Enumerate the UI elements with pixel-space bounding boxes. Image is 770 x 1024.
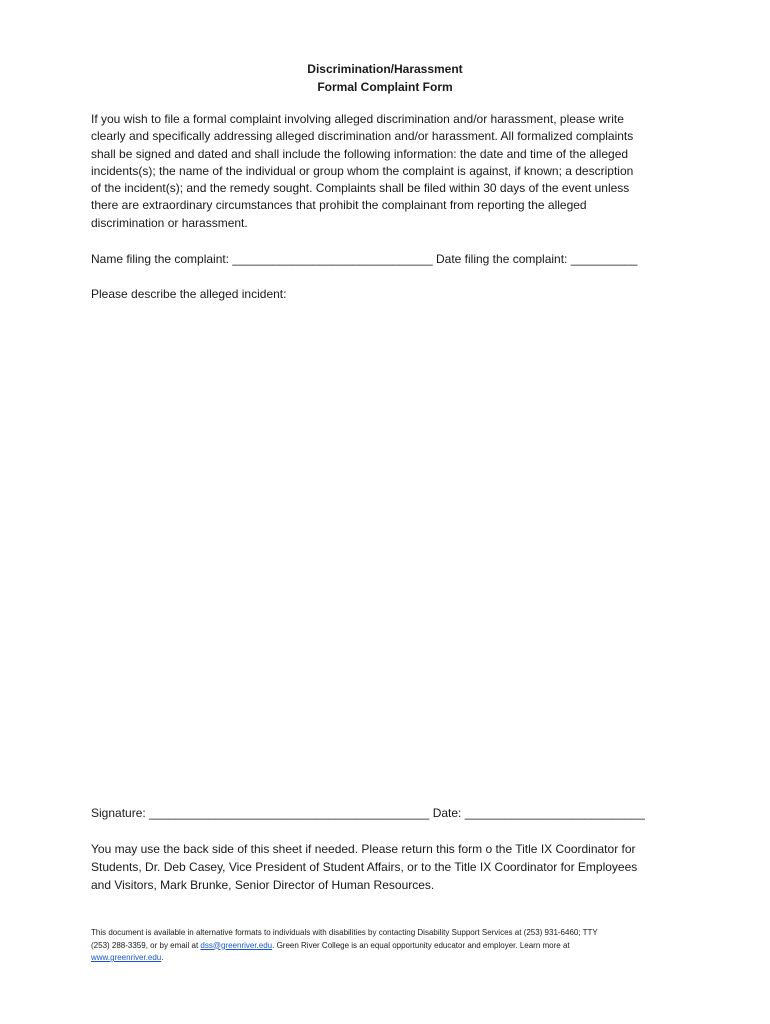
form-title [0,60,770,96]
return-line: You may use the back side of this sheet if needed. Please return this form o the Title IX Coordinator for [91,842,636,856]
intro-line: clearly and specifically addressing alleged discrimination and/or harassment. All formalized complaints [91,129,634,144]
date-field[interactable]: __________ [570,252,638,266]
return-line: and Visitors, Mark Brunke, Senior Director of Human Resources. [91,878,435,892]
return-instructions [91,840,681,894]
signature-label: Signature: [91,806,146,820]
footer-line: This document is available in alternative formats to individuals with disabilities by contacting Disability Support Services at (253) 931-6460; TTY [91,928,598,937]
intro-line: discrimination or harassment. [91,215,248,230]
intro-line: incidents(s); the name of the individual or group whom the complaint is against, if known; a description [91,163,634,178]
website-link[interactable]: www.greenriver.edu [91,953,162,962]
name-field[interactable]: ______________________________ [232,252,433,266]
footer-line [91,952,686,965]
footer-line [91,940,686,953]
footer-text: (253) 288-3359, or by email at [91,940,201,950]
intro-paragraph [91,111,681,232]
intro-line: If you wish to file a formal complaint involving alleged discrimination and/or harassment, please write [91,112,624,126]
return-line: Students, Dr. Deb Casey, Vice President of Student Affairs, or to the Title IX Coordinator for Employees [91,860,638,874]
signature-date-label: Date: [432,806,462,820]
form-title-line-2: Formal Complaint Form [317,80,453,94]
email-link[interactable]: dss@greenriver.edu [200,940,273,950]
signature-date-field[interactable]: ___________________________ [464,806,645,820]
footer-text: . [161,953,164,962]
intro-line: of the incident(s); and the remedy sought. Complaints shall be filed within 30 days of the event unless [91,181,630,196]
signature-row [91,805,691,822]
intro-line: shall be signed and dated and shall include the following information: the date and time of the alleged [91,146,629,161]
signature-field[interactable]: __________________________________________ [149,806,430,820]
name-label: Name filing the complaint: [91,252,230,266]
intro-line: there are extraordinary circumstances that prohibit the complainant from reporting the alleged [91,198,587,213]
date-label: Date filing the complaint: [435,252,568,266]
name-date-row [91,251,691,268]
form-title-line-1: Discrimination/Harassment [307,62,463,76]
describe-incident-label: Please describe the alleged incident: [91,287,287,301]
accessibility-footer [91,927,686,965]
footer-text: . Green River College is an equal opportunity educator and employer. Learn more at [272,940,570,950]
